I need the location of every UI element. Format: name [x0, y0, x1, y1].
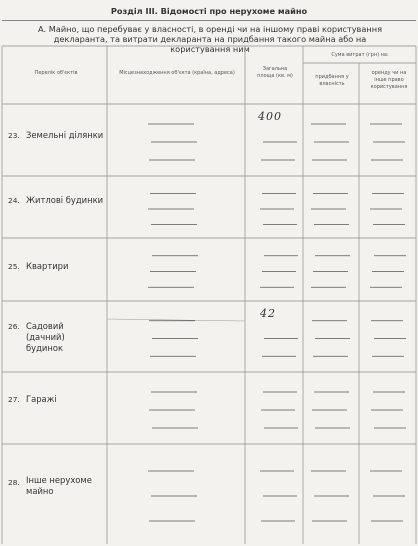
row-number: 24.: [8, 196, 20, 205]
section-subtitle: А. Майно, що перебуває у власності, в оренді чи на іншому праві користування декларанта, та витрати декларанта на придбання такого майна або на користування ним: [37, 24, 383, 54]
row-number: 25.: [8, 262, 20, 271]
row-label-other-property: Інше нерухоме майно: [26, 475, 92, 496]
header-expense-sum: Сума витрат (грн) на:: [331, 52, 389, 58]
handwritten-area-garden: 42: [260, 307, 276, 320]
row-number: 26.: [8, 322, 20, 331]
row-number: 23.: [8, 131, 20, 140]
section-title: Розділ III. Відомості про нерухоме майно: [110, 6, 308, 16]
row-label-apartments: Квартири: [26, 261, 69, 271]
row-number: 28.: [8, 478, 20, 487]
handwritten-area-land: 400: [258, 110, 282, 123]
header-object-list: Перелік об'єктів: [34, 70, 78, 76]
header-area: Загальна площа (кв. м): [257, 66, 293, 79]
row-label-garden-house: Садовий (дачний) будинок: [26, 321, 65, 353]
row-label-land: Земельні ділянки: [26, 130, 104, 140]
header-rent: оренду чи на інше право користування: [370, 70, 408, 90]
header-location: Місцезнаходження об'єкта (країна, адреса): [119, 70, 235, 76]
row-label-houses: Житлові будинки: [26, 195, 104, 205]
row-label-garages: Гаражі: [26, 394, 57, 404]
header-acquisition: придбання у власність: [315, 74, 349, 87]
row-number: 27.: [8, 395, 20, 404]
